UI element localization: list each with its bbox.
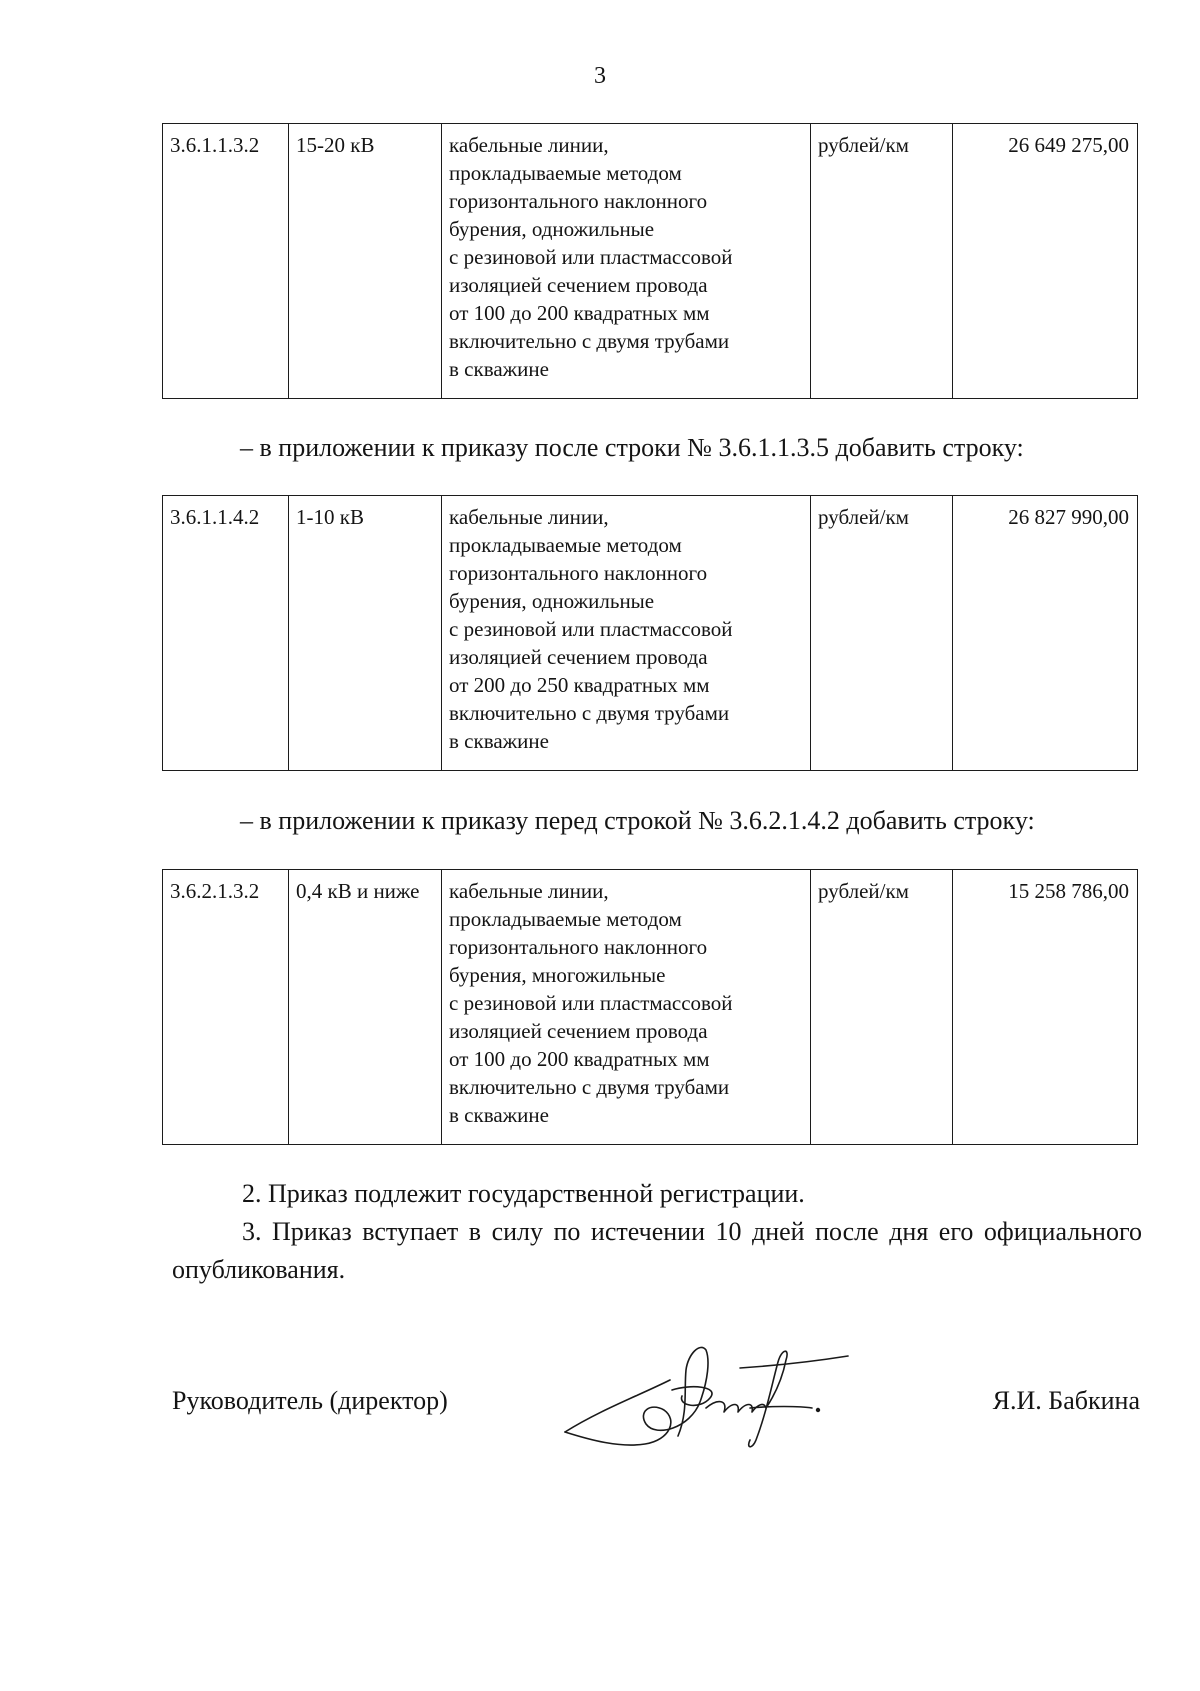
description-line: с резиновой или пластмассовой [449, 617, 733, 641]
page-number: 3 [594, 63, 606, 89]
amendment-instruction: – в приложении к приказу перед строкой № 3.6.2.1.4.2 добавить строку: [240, 806, 1035, 835]
description-line: кабельные линии, [449, 879, 609, 903]
amendment-instruction: – в приложении к приказу после строки № 3.6.1.1.3.5 добавить строку: [240, 433, 1024, 462]
description-line: включительно с двумя трубами [449, 329, 730, 353]
description-line: изоляцией сечением провода [449, 645, 708, 669]
description-line: от 100 до 200 квадратных мм [449, 1047, 710, 1071]
table-row [163, 870, 1138, 1145]
unit-of-measure: рублей/км [811, 870, 953, 1145]
description-line: кабельные линии, [449, 505, 609, 529]
unit-of-measure: рублей/км [811, 496, 953, 771]
rate-table-2 [162, 495, 1138, 771]
row-code: 3.6.2.1.3.2 [163, 870, 289, 1145]
description-line: прокладываемые методом [449, 161, 682, 185]
row-description [442, 870, 811, 1145]
description-line: изоляцией сечением провода [449, 1019, 708, 1043]
signer-name: Я.И. Бабкина [992, 1386, 1140, 1415]
rate-table-3 [162, 869, 1138, 1145]
description-line: изоляцией сечением провода [449, 273, 708, 297]
row-description [442, 124, 811, 399]
description-line: горизонтального наклонного [449, 189, 708, 213]
description-line: в скважине [449, 1103, 549, 1127]
description-line: включительно с двумя трубами [449, 701, 730, 725]
description-line: бурения, одножильные [449, 217, 655, 241]
description-line: кабельные линии, [449, 133, 609, 157]
registration-paragraph: 2. Приказ подлежит государственной регистрации. [242, 1179, 805, 1208]
description-line: в скважине [449, 357, 549, 381]
handwritten-signature [560, 1340, 860, 1460]
description-line: прокладываемые методом [449, 533, 682, 557]
description-line: с резиновой или пластмассовой [449, 245, 733, 269]
voltage-class: 0,4 кВ и ниже [289, 870, 442, 1145]
description-line: включительно с двумя трубами [449, 1075, 730, 1099]
description-line: с резиновой или пластмассовой [449, 991, 733, 1015]
description-line: от 200 до 250 квадратных мм [449, 673, 710, 697]
voltage-class: 1-10 кВ [289, 496, 442, 771]
table-row [163, 124, 1138, 399]
description-line: бурения, многожильные [449, 963, 666, 987]
description-line: в скважине [449, 729, 549, 753]
price-value: 15 258 786,00 [953, 870, 1138, 1145]
description-line: прокладываемые методом [449, 907, 682, 931]
description-line: от 100 до 200 квадратных мм [449, 301, 710, 325]
effective-date-paragraph: 3. Приказ вступает в силу по истечении 10 дней после дня его официального опубликования. [172, 1217, 1142, 1284]
unit-of-measure: рублей/км [811, 124, 953, 399]
price-value: 26 649 275,00 [953, 124, 1138, 399]
row-code: 3.6.1.1.4.2 [163, 496, 289, 771]
description-line: бурения, одножильные [449, 589, 655, 613]
signer-title: Руководитель (директор) [172, 1386, 448, 1415]
row-code: 3.6.1.1.3.2 [163, 124, 289, 399]
row-description [442, 496, 811, 771]
table-row [163, 496, 1138, 771]
description-line: горизонтального наклонного [449, 935, 708, 959]
description-line: горизонтального наклонного [449, 561, 708, 585]
price-value: 26 827 990,00 [953, 496, 1138, 771]
voltage-class: 15-20 кВ [289, 124, 442, 399]
rate-table-1 [162, 123, 1138, 399]
